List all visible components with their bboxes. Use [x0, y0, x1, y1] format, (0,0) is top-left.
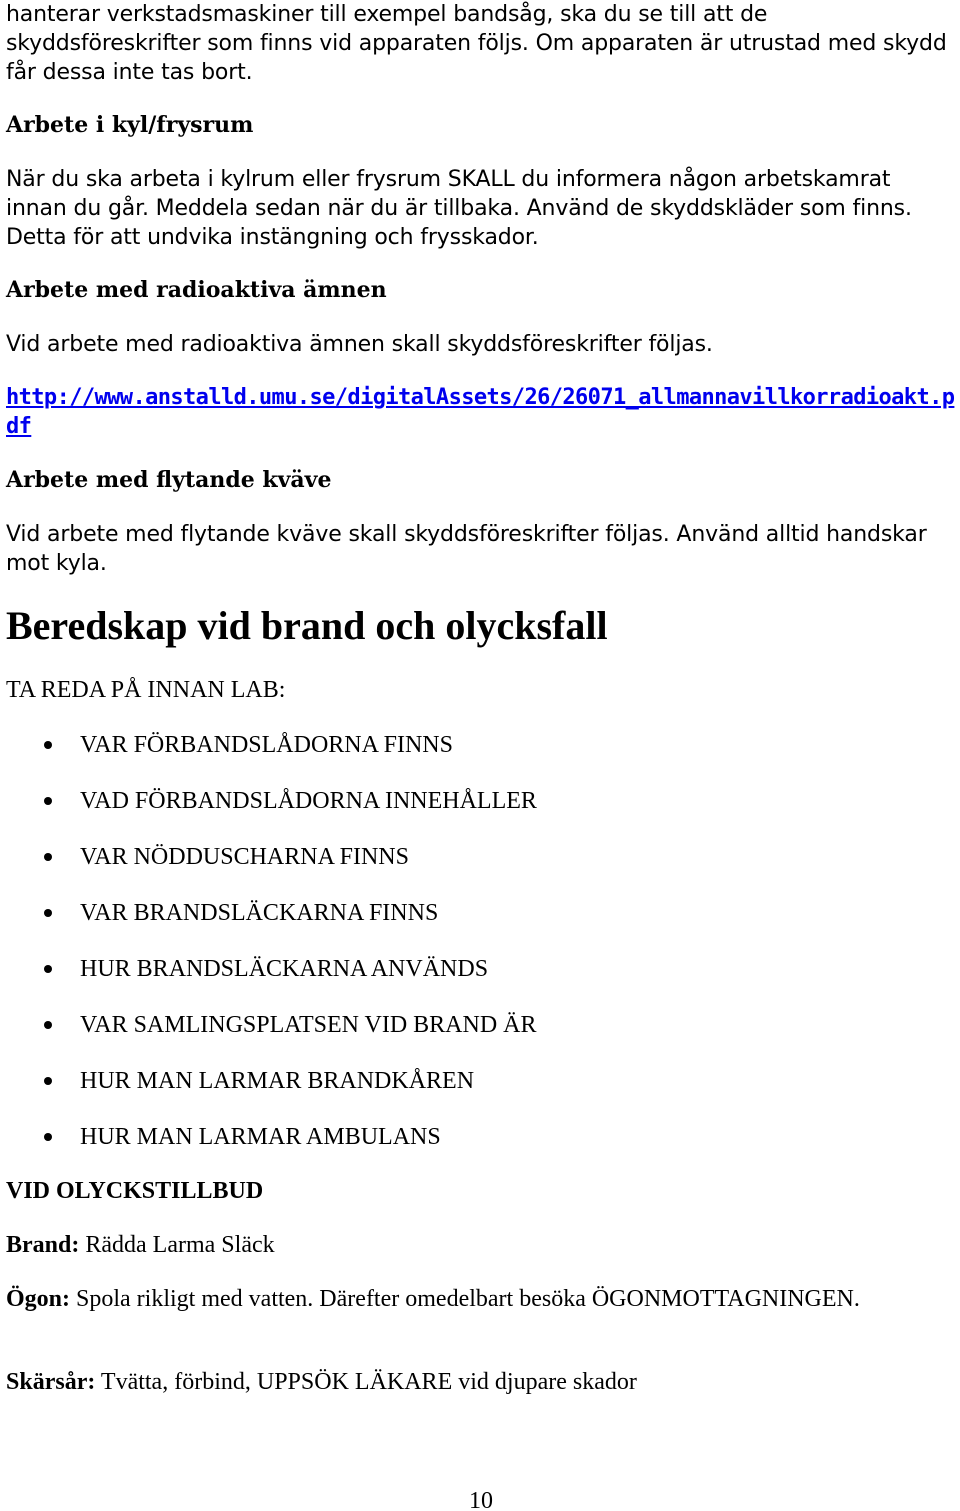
document-page	[6, 0, 956, 1511]
bullet-icon	[44, 1077, 52, 1085]
bullet-icon	[44, 1133, 52, 1141]
list-item-text: HUR MAN LARMAR BRANDKÅREN	[80, 1068, 475, 1094]
list-item-text: VAR BRANDSLÄCKARNA FINNS	[80, 900, 439, 926]
heading-radioactive: Arbete med radioaktiva ämnen	[6, 277, 387, 303]
list-item-text: VAR NÖDDUSCHARNA FINNS	[80, 844, 409, 870]
incidents-heading: VID OLYCKSTILLBUD	[6, 1178, 264, 1204]
list-item-text: VAD FÖRBANDSLÅDORNA INNEHÅLLER	[80, 788, 537, 814]
bullet-icon	[44, 1021, 52, 1029]
incident-eyes-label: Ögon:	[6, 1286, 71, 1312]
list-item	[6, 1066, 906, 1122]
list-item	[6, 842, 906, 898]
page-number: 10	[469, 1488, 493, 1511]
preparedness-checklist	[6, 730, 906, 1178]
incident-fire	[6, 1230, 906, 1260]
list-item	[6, 898, 906, 954]
bullet-icon	[44, 797, 52, 805]
list-item-text: HUR BRANDSLÄCKARNA ANVÄNDS	[80, 956, 489, 982]
list-item	[6, 954, 906, 1010]
incident-eyes	[6, 1284, 906, 1314]
bullet-icon	[44, 741, 52, 749]
paragraph-radioactive: Vid arbete med radioaktiva ämnen skall skyddsföreskrifter följas.	[6, 332, 713, 357]
checklist-intro: TA REDA PÅ INNAN LAB:	[6, 677, 286, 703]
section-title-preparedness: Beredskap vid brand och olycksfall	[6, 603, 608, 648]
list-item	[6, 730, 906, 786]
list-item	[6, 1010, 906, 1066]
incident-cuts-text: Tvätta, förbind, UPPSÖK LÄKARE vid djupare skador	[95, 1369, 637, 1395]
paragraph-nitrogen: Vid arbete med flytande kväve skall skyddsföreskrifter följas. Använd alltid handskar mot kyla.	[6, 522, 927, 576]
intro-paragraph: hanterar verkstadsmaskiner till exempel bandsåg, ska du se till att de skyddsföreskrifter som finns vid apparaten följs. Om apparaten är utrustad med skydd får dessa inte tas bort.	[6, 2, 947, 85]
list-item-text: VAR SAMLINGSPLATSEN VID BRAND ÄR	[80, 1012, 537, 1038]
list-item	[6, 786, 906, 842]
incident-cuts	[6, 1367, 906, 1397]
list-item	[6, 1122, 906, 1178]
bullet-icon	[44, 909, 52, 917]
list-item-text: HUR MAN LARMAR AMBULANS	[80, 1124, 441, 1150]
paragraph-cold-room: När du ska arbeta i kylrum eller frysrum SKALL du informera någon arbetskamrat innan du går. Meddela sedan när du är tillbaka. Använd de skyddskläder som finns. Detta för att undvika instängning och frysskador.	[6, 167, 912, 250]
incident-cuts-label: Skärsår:	[6, 1369, 96, 1395]
bullet-icon	[44, 853, 52, 861]
incident-fire-text: Rädda Larma Släck	[79, 1232, 275, 1258]
heading-nitrogen: Arbete med flytande kväve	[6, 467, 332, 493]
heading-cold-room: Arbete i kyl/frysrum	[6, 112, 254, 138]
incident-fire-label: Brand:	[6, 1232, 80, 1258]
list-item-text: VAR FÖRBANDSLÅDORNA FINNS	[80, 732, 453, 758]
radioactive-guidelines-link[interactable]: http://www.anstalld.umu.se/digitalAssets/26/26071_allmannavillkorradioakt.pdf	[6, 385, 955, 439]
bullet-icon	[44, 965, 52, 973]
incident-eyes-text: Spola rikligt med vatten. Därefter omedelbart besöka ÖGONMOTTAGNINGEN.	[70, 1286, 860, 1312]
